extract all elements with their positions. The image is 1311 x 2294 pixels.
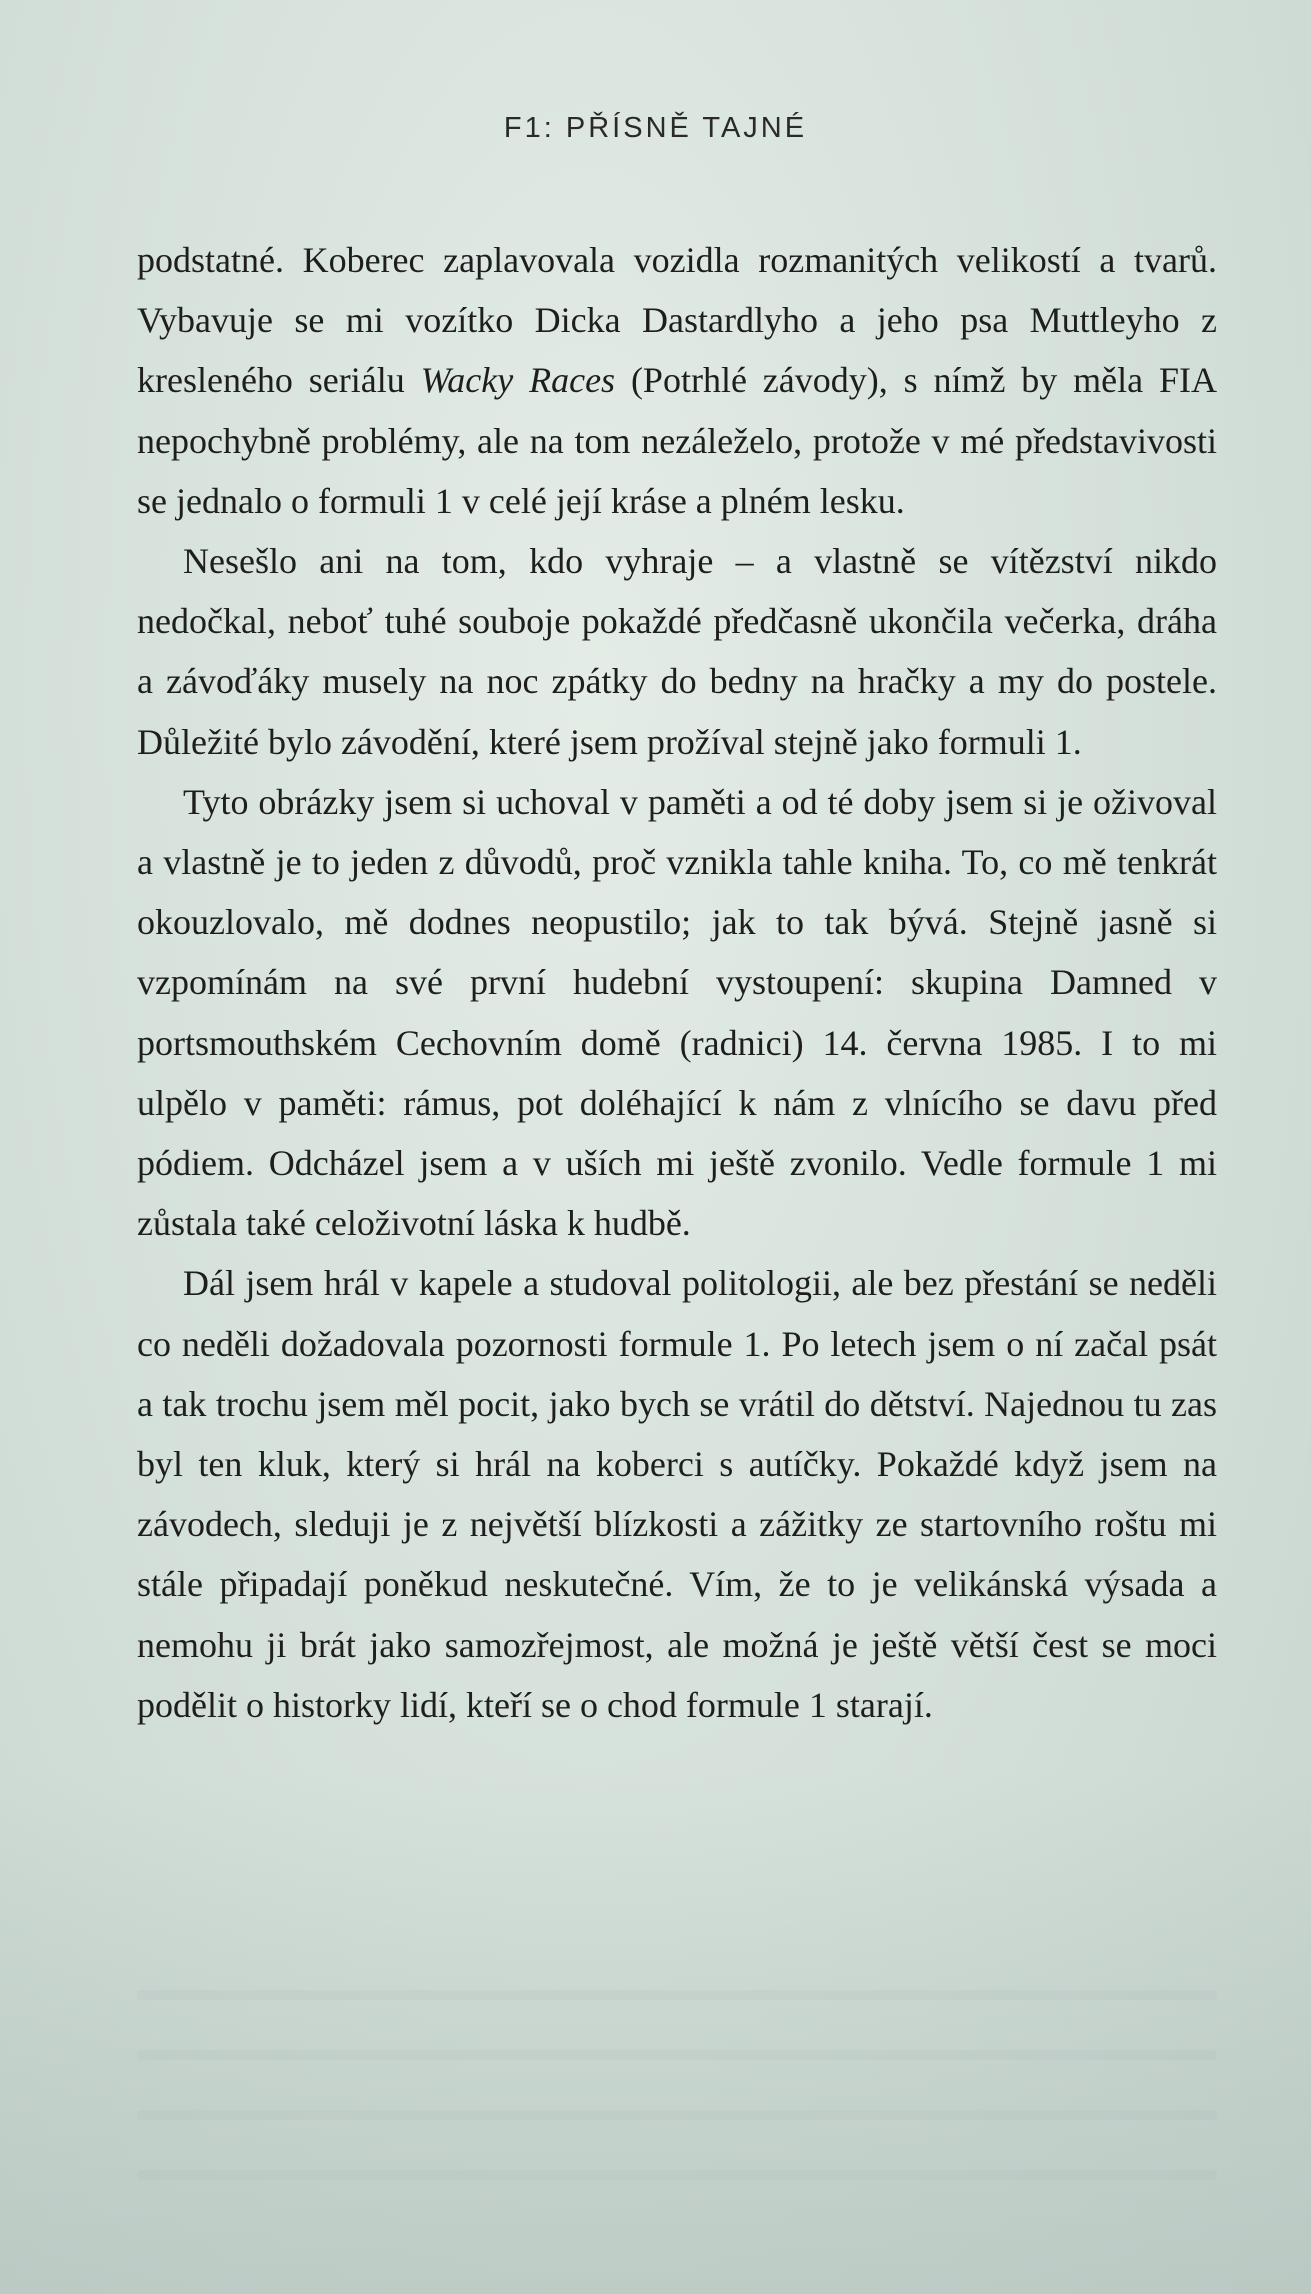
body-text — [137, 230, 1217, 1735]
paragraph-3: Tyto obrázky jsem si uchoval v paměti a od té doby jsem si je oživoval a vlastně je to jeden z důvodů, proč vznikla tahle kniha. To, co mě tenkrát okouzlovalo, mě dodnes neopustilo; jak to tak bývá. Stejně jasně si vzpomínám na své první hudební vystoupení: skupina Damned v portsmouthském Cechovním domě (radnici) 14. června 1985. I to mi ulpělo v paměti: rámus, pot doléhající k nám z vlnícího se davu před pódiem. Odcházel jsem a v uších mi ještě zvonilo. Vedle formule 1 mi zůstala také celoživotní láska k hudbě. — [137, 781, 1217, 1244]
show-through-line — [137, 2050, 1217, 2060]
paragraph-1 — [137, 230, 1217, 531]
running-head: F1: PŘÍSNĚ TAJNÉ — [503, 112, 808, 144]
show-through-line — [137, 1990, 1217, 2000]
show-through-line — [137, 2170, 1217, 2180]
paragraph-2: Nesešlo ani na tom, kdo vyhraje – a vlastně se vítězství nikdo nedočkal, neboť tuhé souboje pokaždé předčasně ukončila večerka, dráha a závoďáky musely na noc zpátky do bedny na hračky a my do postele. Důležité bylo závodění, které jsem prožíval stejně jako formuli 1. — [137, 541, 1217, 762]
show-through-line — [137, 2110, 1217, 2120]
series-title: Wacky Races — [420, 360, 616, 401]
paragraph-1-text-a: podstatné. Koberec zaplavovala vozidla rozmanitých velikostí a tvarů. Vybavuje se mi vozítko Dicka Dastardlyho a jeho psa Muttleyho z kresleného seriálu — [137, 240, 1217, 401]
paragraph-4: Dál jsem hrál v kapele a studoval politologii, ale bez přestání se neděli co neděli dožadovala pozornosti formule 1. Po letech jsem o ní začal psát a tak trochu jsem měl pocit, jako bych se vrátil do dětství. Najednou tu zas byl ten kluk, který si hrál na koberci s autíčky. Pokaždé když jsem na závodech, sleduji je z největší blízkosti a zážitky ze startovního roštu mi stále připadají poněkud neskutečné. Vím, že to je velikánská výsada a nemohu ji brát jako samozřejmost, ale možná je ještě větší čest se moci podělit o historky lidí, kteří se o chod formule 1 starají. — [137, 1263, 1217, 1725]
paragraph-1-text-b: (Potrhlé závody), s nímž by měla FIA nepochybně problémy, ale na tom nezáleželo, protože v mé představivosti se jednalo o formuli 1 v celé její kráse a plném lesku. — [137, 360, 1218, 521]
